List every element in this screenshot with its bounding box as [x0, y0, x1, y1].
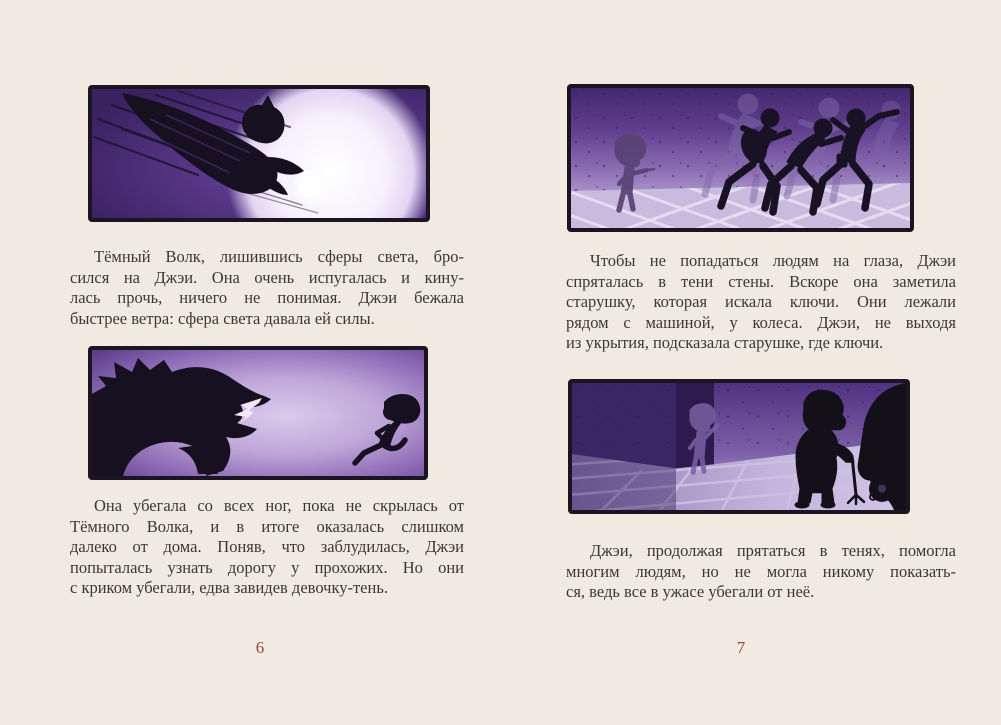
text-line: попыталась узнать дорогу у прохожих. Но они — [70, 557, 464, 577]
paragraph-wolf-attack — [70, 247, 464, 329]
panel-wolf-chase — [88, 346, 428, 480]
page-number-left: 6 — [255, 638, 265, 657]
paragraph-helping-people — [566, 541, 956, 603]
page-number-right: 7 — [736, 638, 746, 657]
text-line: ся, ведь все в ужасе убегали от неё. — [566, 582, 815, 602]
illustration-crowd-fleeing — [571, 88, 910, 228]
illustration-old-woman-and-hidden-girl — [572, 383, 906, 510]
panel-old-woman-cane — [568, 379, 910, 514]
text-line: спряталась в тени стены. Вскоре она заметила — [566, 271, 956, 291]
text-line: сился на Джэи. Она очень испугалась и кину- — [70, 267, 464, 287]
text-line: с криком убегали, едва завидев девочку-тень. — [70, 578, 388, 598]
paragraph-old-woman-keys — [566, 251, 956, 354]
text-line: Джэи, продолжая прятаться в тенях, помогла — [590, 541, 956, 560]
text-line: старушку, которая искала ключи. Они лежали — [566, 292, 956, 312]
illustration-wolf-chasing-girl — [92, 350, 424, 476]
text-line: Чтобы не попадаться людям на глаза, Джэи — [590, 251, 956, 270]
panel-crowd-fleeing — [567, 84, 914, 232]
text-line: далеко от дома. Поняв, что заблудилась, Джэи — [70, 537, 464, 557]
text-line: рядом с машиной, у колеса. Джэи, не выходя — [566, 312, 956, 332]
text-line: быстрее ветра: сфера света давала ей силы. — [70, 308, 375, 328]
illustration-shadow-girl-light-sphere — [92, 89, 426, 218]
paragraph-ran-away — [70, 496, 464, 599]
text-line: из укрытия, подсказала старушке, где ключи. — [566, 333, 884, 353]
text-line: многим людям, но не могла никому показать- — [566, 561, 956, 581]
text-line: Тёмный Волк, лишившись сферы света, бро- — [94, 247, 464, 266]
text-line: Она убегала со всех ног, пока не скрылась от — [94, 496, 464, 515]
text-line: Тёмного Волка, и в итоге оказалась слишком — [70, 516, 464, 536]
text-line: лась прочь, ничего не понимая. Джэи бежала — [70, 288, 464, 308]
panel-light-sphere-leap — [88, 85, 430, 222]
